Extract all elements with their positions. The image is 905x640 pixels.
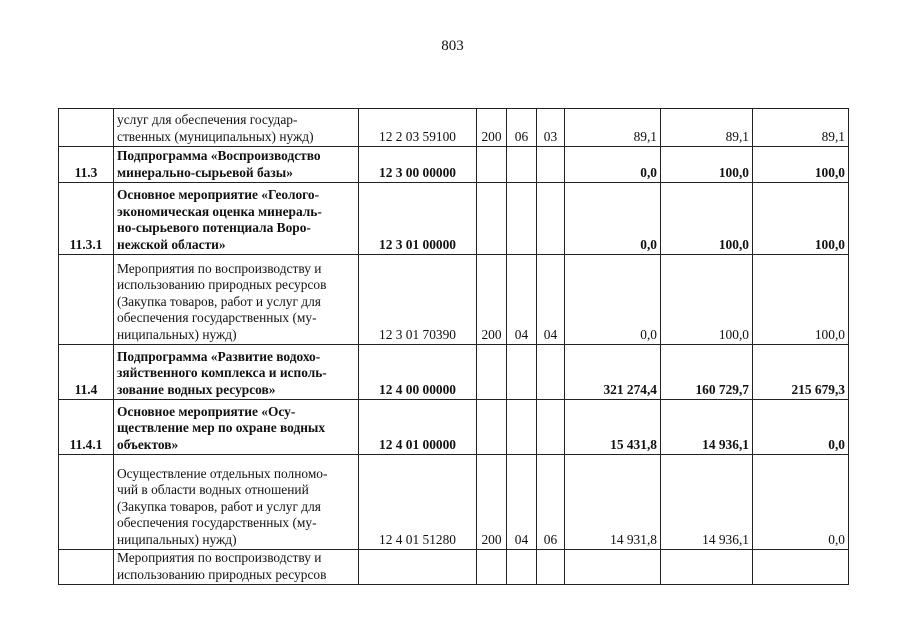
row-name [114, 550, 359, 585]
row-name-line: (Закупка товаров, работ и услуг для [117, 293, 321, 309]
row-number: 11.3.1 [59, 183, 114, 255]
amount-year-2: 14 936,1 [661, 400, 753, 455]
amount-year-2 [661, 550, 753, 585]
table-row [59, 109, 849, 147]
section-code [507, 183, 537, 255]
expense-type [477, 550, 507, 585]
amount-year-2: 160 729,7 [661, 345, 753, 400]
budget-code [359, 550, 477, 585]
row-number: 11.4.1 [59, 400, 114, 455]
budget-code: 12 3 01 70390 [359, 255, 477, 345]
row-name-line: чий в области водных отношений [117, 482, 309, 497]
row-number [59, 255, 114, 345]
row-name-line: но-сырьевого потенциала Воро- [117, 220, 311, 235]
amount-year-1 [565, 550, 661, 585]
expense-type [477, 400, 507, 455]
row-name-line: (Закупка товаров, работ и услуг для [117, 498, 321, 514]
amount-year-2: 89,1 [661, 109, 753, 147]
row-name [114, 400, 359, 455]
table-row [59, 400, 849, 455]
budget-code: 12 4 00 00000 [359, 345, 477, 400]
row-name-line: экономическая оценка минераль- [117, 203, 322, 219]
section-code: 04 [507, 255, 537, 345]
amount-year-1: 0,0 [565, 147, 661, 183]
row-name [114, 455, 359, 550]
budget-code: 12 3 01 00000 [359, 183, 477, 255]
expense-type [477, 345, 507, 400]
amount-year-3: 0,0 [753, 400, 849, 455]
row-name-line: Основное мероприятие «Осу- [117, 403, 296, 419]
row-number [59, 550, 114, 585]
amount-year-3 [753, 550, 849, 585]
row-name [114, 255, 359, 345]
row-name-line: нежской области» [117, 236, 226, 252]
row-name-line: зование водных ресурсов» [117, 381, 276, 397]
subsection-code: 03 [537, 109, 565, 147]
budget-code: 12 4 01 51280 [359, 455, 477, 550]
amount-year-3: 100,0 [753, 255, 849, 345]
table-row [59, 550, 849, 585]
subsection-code [537, 345, 565, 400]
subsection-code: 06 [537, 455, 565, 550]
subsection-code: 04 [537, 255, 565, 345]
subsection-code [537, 400, 565, 455]
row-name-line: услуг для обеспечения государ- [117, 112, 298, 127]
table-row [59, 255, 849, 345]
expense-type: 200 [477, 455, 507, 550]
row-number [59, 109, 114, 147]
row-name-line: Подпрограмма «Воспроизводство [117, 148, 321, 163]
row-name-line: ществление мер по охране водных [117, 420, 326, 435]
table-row [59, 455, 849, 550]
amount-year-3: 100,0 [753, 183, 849, 255]
row-name-line: ственных (муниципальных) нужд) [117, 128, 314, 144]
row-name-line: объектов» [117, 436, 179, 452]
table-body [59, 109, 849, 585]
row-name-line: Подпрограмма «Развитие водохо- [117, 348, 321, 364]
row-number: 11.4 [59, 345, 114, 400]
row-name [114, 147, 359, 183]
amount-year-1: 14 931,8 [565, 455, 661, 550]
row-name [114, 345, 359, 400]
section-code [507, 345, 537, 400]
amount-year-3: 100,0 [753, 147, 849, 183]
table-row [59, 183, 849, 255]
section-code [507, 147, 537, 183]
amount-year-3: 89,1 [753, 109, 849, 147]
row-name-line: Основное мероприятие «Геолого- [117, 187, 320, 202]
section-code [507, 400, 537, 455]
budget-code: 12 2 03 59100 [359, 109, 477, 147]
section-code: 04 [507, 455, 537, 550]
subsection-code [537, 147, 565, 183]
row-name-line: обеспечения государственных (му- [117, 515, 317, 530]
row-name-line: минерально-сырьевой базы» [117, 164, 293, 180]
amount-year-2: 100,0 [661, 183, 753, 255]
budget-code: 12 4 01 00000 [359, 400, 477, 455]
amount-year-1: 89,1 [565, 109, 661, 147]
amount-year-1: 0,0 [565, 183, 661, 255]
amount-year-3: 0,0 [753, 455, 849, 550]
row-name-line: ниципальных) нужд) [117, 531, 237, 547]
row-name [114, 183, 359, 255]
budget-table [58, 108, 849, 585]
row-number: 11.3 [59, 147, 114, 183]
table-row [59, 147, 849, 183]
subsection-code [537, 550, 565, 585]
expense-type [477, 147, 507, 183]
row-name-line: Мероприятия по воспроизводству и [117, 260, 322, 276]
row-name-line: Мероприятия по воспроизводству и [117, 550, 322, 565]
row-name-line: использованию природных ресурсов [117, 566, 327, 582]
expense-type: 200 [477, 109, 507, 147]
section-code [507, 550, 537, 585]
amount-year-2: 100,0 [661, 147, 753, 183]
table-row [59, 345, 849, 400]
amount-year-1: 321 274,4 [565, 345, 661, 400]
row-name-line: ниципальных) нужд) [117, 326, 237, 342]
row-name-line: Осуществление отдельных полномо- [117, 465, 328, 481]
amount-year-2: 14 936,1 [661, 455, 753, 550]
amount-year-1: 15 431,8 [565, 400, 661, 455]
amount-year-3: 215 679,3 [753, 345, 849, 400]
subsection-code [537, 183, 565, 255]
row-name-line: обеспечения государственных (му- [117, 310, 317, 325]
amount-year-2: 100,0 [661, 255, 753, 345]
page-number: 803 [441, 38, 464, 54]
expense-type: 200 [477, 255, 507, 345]
row-name-line: зяйственного комплекса и исполь- [117, 365, 327, 380]
amount-year-1: 0,0 [565, 255, 661, 345]
row-name [114, 109, 359, 147]
expense-type [477, 183, 507, 255]
row-name-line: использованию природных ресурсов [117, 277, 327, 292]
budget-code: 12 3 00 00000 [359, 147, 477, 183]
section-code: 06 [507, 109, 537, 147]
row-number [59, 455, 114, 550]
